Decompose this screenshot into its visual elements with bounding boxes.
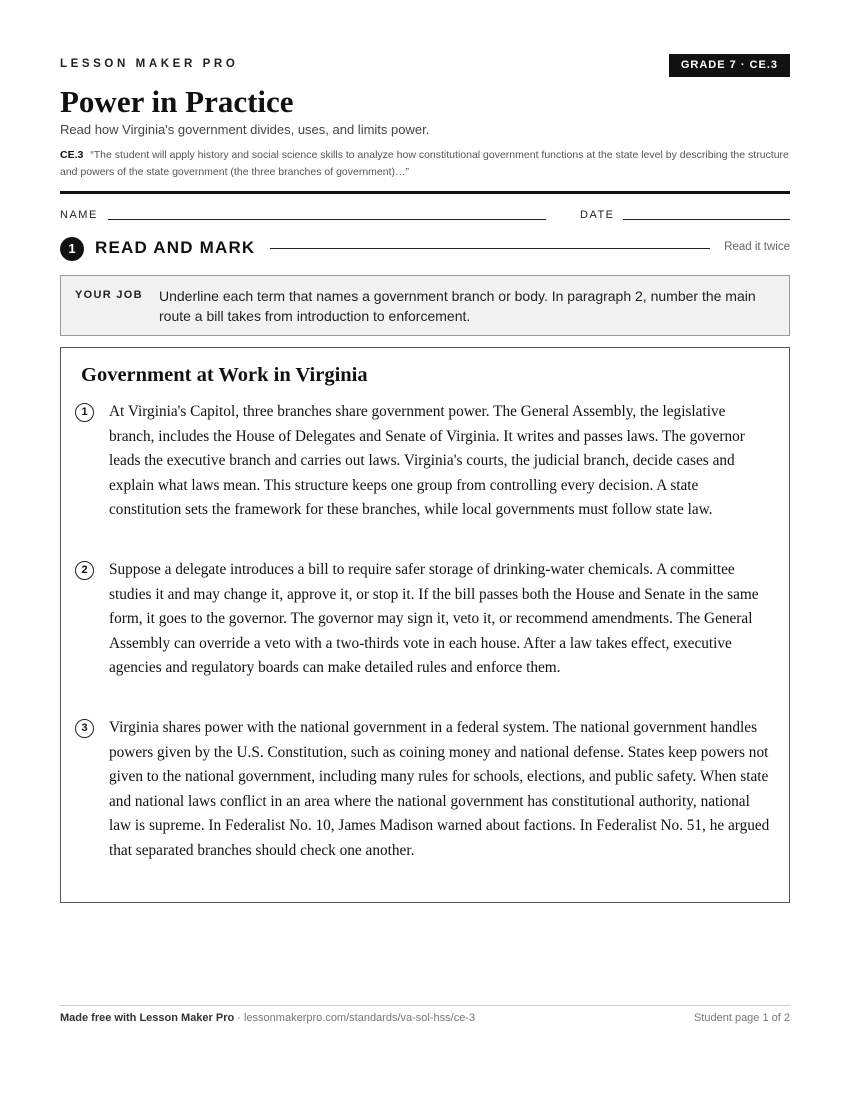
instructions-box bbox=[60, 275, 790, 336]
brand-name: LESSON MAKER PRO bbox=[60, 58, 239, 70]
top-bar bbox=[60, 54, 790, 78]
header-divider bbox=[60, 191, 790, 194]
page-subtitle: Read how Virginia's government divides, uses, and limits power. bbox=[60, 122, 430, 137]
instructions-label: YOUR JOB bbox=[75, 289, 143, 301]
name-field-line[interactable] bbox=[108, 219, 546, 220]
page-title: Power in Practice bbox=[60, 84, 294, 119]
paragraph-number: 2 bbox=[75, 561, 94, 580]
grade-badge: GRADE 7 · CE.3 bbox=[669, 54, 790, 77]
footer-made-with: Made free with Lesson Maker Pro bbox=[60, 1012, 235, 1024]
paragraph-text: At Virginia's Capitol, three branches share government power. The General Assembly, the legislative branch, includes the House of Delegates and Senate of Virginia. It writes and passes laws. The governor leads the executive branch and carries out laws. Virginia's courts, the judicial branch, decide cases and explain what laws mean. This structure keeps one group from controlling every decision. A state constitution sets the framework for these branches, while local governments must follow state law. bbox=[109, 403, 745, 518]
reading-title: Government at Work in Virginia bbox=[81, 364, 368, 386]
date-label: DATE bbox=[580, 209, 615, 221]
paragraph-number: 1 bbox=[75, 403, 94, 422]
paragraph-number: 3 bbox=[75, 719, 94, 738]
footer-page-number: Student page 1 of 2 bbox=[693, 1012, 790, 1024]
reading-passage bbox=[60, 347, 790, 903]
standard-text: “The student will apply history and social science skills to analyze how constitutional government functions at the state level by describing the structure and powers of the state government (the three branches of government)…” bbox=[60, 149, 789, 178]
footer-url[interactable]: · lessonmakerpro.com/standards/va-sol-hss/ce-3 bbox=[237, 1012, 476, 1024]
date-field-line[interactable] bbox=[623, 219, 790, 220]
section-number-badge: 1 bbox=[60, 237, 84, 261]
standard-code: CE.3 bbox=[60, 149, 84, 161]
paragraph-text: Virginia shares power with the national government in a federal system. The national government handles powers given by the U.S. Constitution, such as coining money and national defense. States keep powers not given to the national government, including many rules for schools, elections, and public safety. When state and national laws conflict in an area where the national government has constitutional authority, national law is supreme. In Federalist No. 10, James Madison warned about factions. In Federalist No. 51, he argued that separated branches should check one another. bbox=[109, 719, 770, 859]
paragraph-text: Suppose a delegate introduces a bill to require safer storage of drinking-water chemicals. A committee studies it and may change it, approve it, or stop it. If the bill passes both the House and Senate in the same form, it goes to the governor. The governor may sign it, veto it, or recommend amendments. The General Assembly can override a veto with a two-thirds vote in each house. After a law takes effect, executive agencies and regulatory boards can make detailed rules and enforce them. bbox=[109, 561, 759, 676]
name-label: NAME bbox=[60, 209, 98, 221]
section-title: READ AND MARK bbox=[95, 238, 256, 257]
section-divider bbox=[270, 248, 710, 249]
instructions-text: Underline each term that names a government branch or body. In paragraph 2, number the main route a bill takes from introduction to enforcement. bbox=[159, 288, 756, 324]
name-date-row bbox=[60, 207, 790, 223]
footer bbox=[60, 1012, 790, 1024]
section-header bbox=[60, 236, 790, 260]
footer-divider bbox=[60, 1005, 790, 1006]
section-note: Read it twice bbox=[724, 241, 790, 253]
standard-description bbox=[60, 147, 790, 181]
